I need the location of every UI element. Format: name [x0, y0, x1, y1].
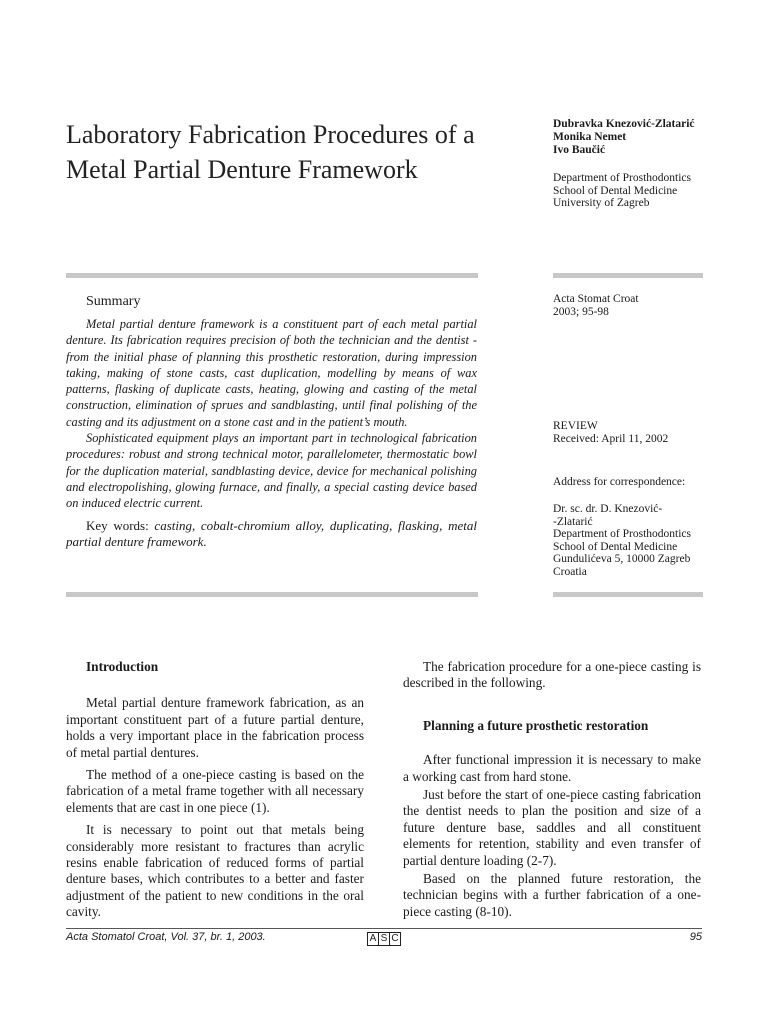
- author-name: Monika Nemet: [553, 131, 627, 143]
- body-paragraph: Just before the start of one-piece casting fabrication the dentist needs to plan the position and size of a future denture base, saddles and all constituent elements for retention, stability and even transfer of partial denture loading (2-7).: [403, 787, 701, 868]
- keywords: [66, 518, 477, 551]
- keywords-text: casting, cobalt-chromium alloy, duplicating, flasking, metal partial denture framework.: [66, 517, 477, 549]
- body-paragraph: After functional impression it is necessary to make a working cast from hard stone.: [403, 752, 701, 784]
- body-paragraph: Based on the planned future restoration, the technician begins with a further fabrication of a one-piece casting (8-10).: [403, 871, 701, 919]
- journal-ref-line: 2003; 95-98: [553, 305, 609, 318]
- body-paragraph: Metal partial denture framework fabrication, as an important constituent part of a future partial denture, holds a very important place in the fabrication process of metal partial dentures.: [66, 695, 364, 760]
- footer-divider: [66, 928, 702, 929]
- divider: [66, 273, 478, 278]
- summary-paragraph: Sophisticated equipment plays an important part in technological fabrication procedures: robust and strong technical motor, parallelometer, thermostatic bowl for the duplication material, sandblasting device, device for mechanical polishing and electropolishing, glowing furnace, and finally, a special casting device based on induced electric current.: [66, 431, 477, 511]
- keywords-label: Key words:: [86, 517, 149, 533]
- author-list: [553, 118, 753, 157]
- correspondence-address: [553, 503, 753, 578]
- address-line: School of Dental Medicine: [553, 540, 678, 553]
- address-line: -Zlatarić: [553, 515, 593, 528]
- affiliation-line: University of Zagreb: [553, 197, 650, 209]
- page-number: 95: [689, 931, 702, 943]
- body-column-right: [403, 659, 701, 926]
- address-line: Gundulićeva 5, 10000 Zagreb: [553, 553, 691, 565]
- affiliation: [553, 172, 753, 210]
- body-paragraph: The fabrication procedure for a one-piece casting is described in the following.: [403, 659, 701, 691]
- divider: [553, 592, 703, 597]
- logo-letter: A: [367, 932, 379, 946]
- summary-abstract: [66, 316, 477, 550]
- asc-logo: [367, 932, 400, 946]
- article-title: Laboratory Fabrication Procedures of a Metal Partial Denture Framework: [66, 120, 475, 184]
- divider: [553, 273, 703, 278]
- journal-citation: Acta Stomatol Croat, Vol. 37, br. 1, 2003.: [66, 931, 266, 943]
- body-column-left: [66, 659, 364, 927]
- received-date: Received: April 11, 2002: [553, 432, 669, 445]
- summary-heading: Summary: [86, 294, 141, 309]
- summary-paragraph: Metal partial denture framework is a constituent part of each metal partial denture. Its fabrication requires precision of both the technician and the dentist - from the initial phase of planning this prosthetic restoration, during impression taking, making of stone casts, cast duplication, modelling by means of wax patterns, flasking of duplicate casts, heating, glowing and casting of the metal construction, elimination of sprues and sandblasting, until final polishing of the casting and its adjustment on a stone cast and in the patient’s mouth.: [66, 317, 477, 429]
- body-paragraph: The method of a one-piece casting is based on the fabrication of a metal frame together with all necessary elements that are cast in one piece (1).: [66, 767, 364, 815]
- divider: [66, 592, 478, 597]
- address-label: Address for correspondence:: [553, 476, 686, 488]
- section-heading: Planning a future prosthetic restoration: [423, 717, 649, 733]
- journal-reference: [553, 293, 753, 318]
- affiliation-line: Department of Prosthodontics: [553, 172, 691, 184]
- address-line: Department of Prosthodontics: [553, 528, 691, 540]
- logo-letter: S: [378, 932, 390, 946]
- author-name: Dubravka Knezović-Zlatarić: [553, 118, 695, 130]
- author-name: Ivo Baučić: [553, 144, 606, 156]
- journal-ref-line: Acta Stomat Croat: [553, 293, 639, 305]
- body-paragraph: It is necessary to point out that metals being considerably more resistant to fractures than acrylic resins enable fabrication of reduced forms of partial denture bases, which contributes to a better and faster adjustment of the patient to new conditions in the oral cavity.: [66, 822, 364, 920]
- section-heading: Introduction: [86, 659, 159, 674]
- address-line: Croatia: [553, 565, 587, 578]
- review-type: REVIEW: [553, 420, 598, 432]
- logo-letter: C: [389, 932, 401, 946]
- affiliation-line: School of Dental Medicine: [553, 184, 678, 197]
- address-line: Dr. sc. dr. D. Knezović-: [553, 503, 663, 515]
- review-info: [553, 420, 753, 445]
